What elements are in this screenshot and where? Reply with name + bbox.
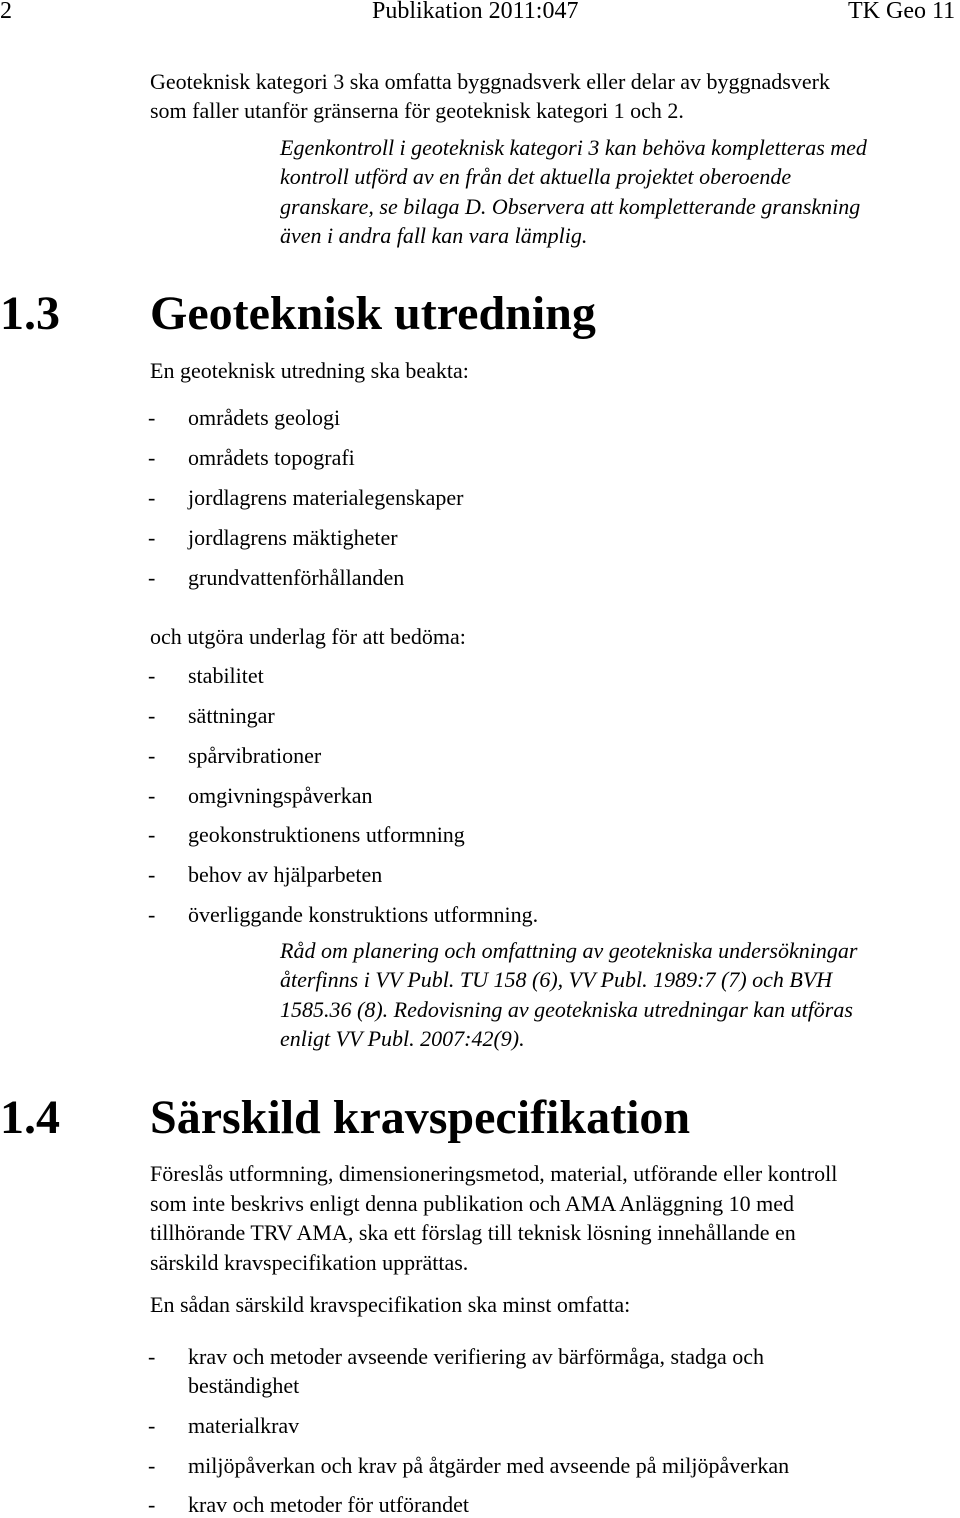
section-intro-3: En sådan särskild kravspecifikation ska minst omfatta: <box>150 1292 631 1317</box>
intro-line-1: Geoteknisk kategori 3 ska omfatta byggnadsverk eller delar av byggnadsverk <box>150 69 830 94</box>
bullet-dash: - <box>148 862 156 887</box>
para-line-1: Föreslås utformning, dimensioneringsmetod, material, utförande eller kontroll <box>150 1161 838 1186</box>
list-item-text: jordlagrens mäktigheter <box>188 525 398 550</box>
bullet-dash: - <box>148 663 156 688</box>
note2-line-1: Råd om planering och omfattning av geotekniska undersökningar <box>280 938 858 963</box>
list-item-text: miljöpåverkan och krav på åtgärder med avseende på miljöpåverkan <box>188 1453 790 1478</box>
list-item-text: krav och metoder för utförandet <box>188 1492 469 1517</box>
note2-line-4: enligt VV Publ. 2007:42(9). <box>280 1026 525 1051</box>
bullet-dash: - <box>148 565 156 590</box>
note1-line-4: även i andra fall kan vara lämplig. <box>280 223 588 248</box>
note2-line-3: 1585.36 (8). Redovisning av geotekniska utredningar kan utföras <box>280 997 853 1022</box>
section-intro: En geoteknisk utredning ska beakta: <box>150 358 469 383</box>
list-item-continuation: beständighet <box>188 1373 300 1398</box>
list-item-text: överliggande konstruktions utformning. <box>188 902 539 927</box>
list-item-text: krav och metoder avseende verifiering av bärförmåga, stadga och <box>188 1344 765 1369</box>
bullet-dash: - <box>148 445 156 470</box>
list-item-text: omgivningspåverkan <box>188 783 373 808</box>
note2-line-2: återfinns i VV Publ. TU 158 (6), VV Publ. 1989:7 (7) och BVH <box>280 967 833 992</box>
para-line-3: tillhörande TRV AMA, ska ett förslag till teknisk lösning innehållande en <box>150 1220 796 1245</box>
bullet-dash: - <box>148 405 156 430</box>
note1-line-1: Egenkontroll i geoteknisk kategori 3 kan behöva kompletteras med <box>280 135 867 160</box>
intro-line-2: som faller utanför gränserna för geoteknisk kategori 1 och 2. <box>150 98 684 123</box>
bullet-dash: - <box>148 783 156 808</box>
list-item-text: områdets topografi <box>188 445 355 470</box>
bullet-dash: - <box>148 902 156 927</box>
list-item-text: sättningar <box>188 703 275 728</box>
list-item-text: jordlagrens materialegenskaper <box>188 485 464 510</box>
list-item-text: grundvattenförhållanden <box>188 565 405 590</box>
list-item-text: geokonstruktionens utformning <box>188 822 465 847</box>
section-number: 1.3 <box>0 287 60 340</box>
section-title: Geoteknisk utredning <box>150 287 596 340</box>
publication-id: Publikation 2011:047 <box>372 0 579 24</box>
list-item-text: behov av hjälparbeten <box>188 862 383 887</box>
list-item-text: stabilitet <box>188 663 264 688</box>
section-title-2: Särskild kravspecifikation <box>150 1091 691 1144</box>
bullet-dash: - <box>148 1413 156 1438</box>
list-item-text: områdets geologi <box>188 405 341 430</box>
list-item-text: spårvibrationer <box>188 743 322 768</box>
bullet-dash: - <box>148 703 156 728</box>
bullet-dash: - <box>148 1344 156 1369</box>
section-intro-2: och utgöra underlag för att bedöma: <box>150 624 466 649</box>
list-item-text: materialkrav <box>188 1413 300 1438</box>
para-line-4: särskild kravspecifikation upprättas. <box>150 1250 469 1275</box>
series-id: TK Geo 11 <box>848 0 956 24</box>
section-number-2: 1.4 <box>0 1091 60 1144</box>
bullet-dash: - <box>148 822 156 847</box>
bullet-dash: - <box>148 525 156 550</box>
note1-line-2: kontroll utförd av en från det aktuella projektet oberoende <box>280 164 792 189</box>
bullet-dash: - <box>148 485 156 510</box>
page-number: 2 <box>0 0 12 24</box>
bullet-dash: - <box>148 1492 156 1517</box>
bullet-dash: - <box>148 743 156 768</box>
para-line-2: som inte beskrivs enligt denna publikation och AMA Anläggning 10 med <box>150 1191 795 1216</box>
bullet-dash: - <box>148 1453 156 1478</box>
note1-line-3: granskare, se bilaga D. Observera att kompletterande granskning <box>280 194 861 219</box>
